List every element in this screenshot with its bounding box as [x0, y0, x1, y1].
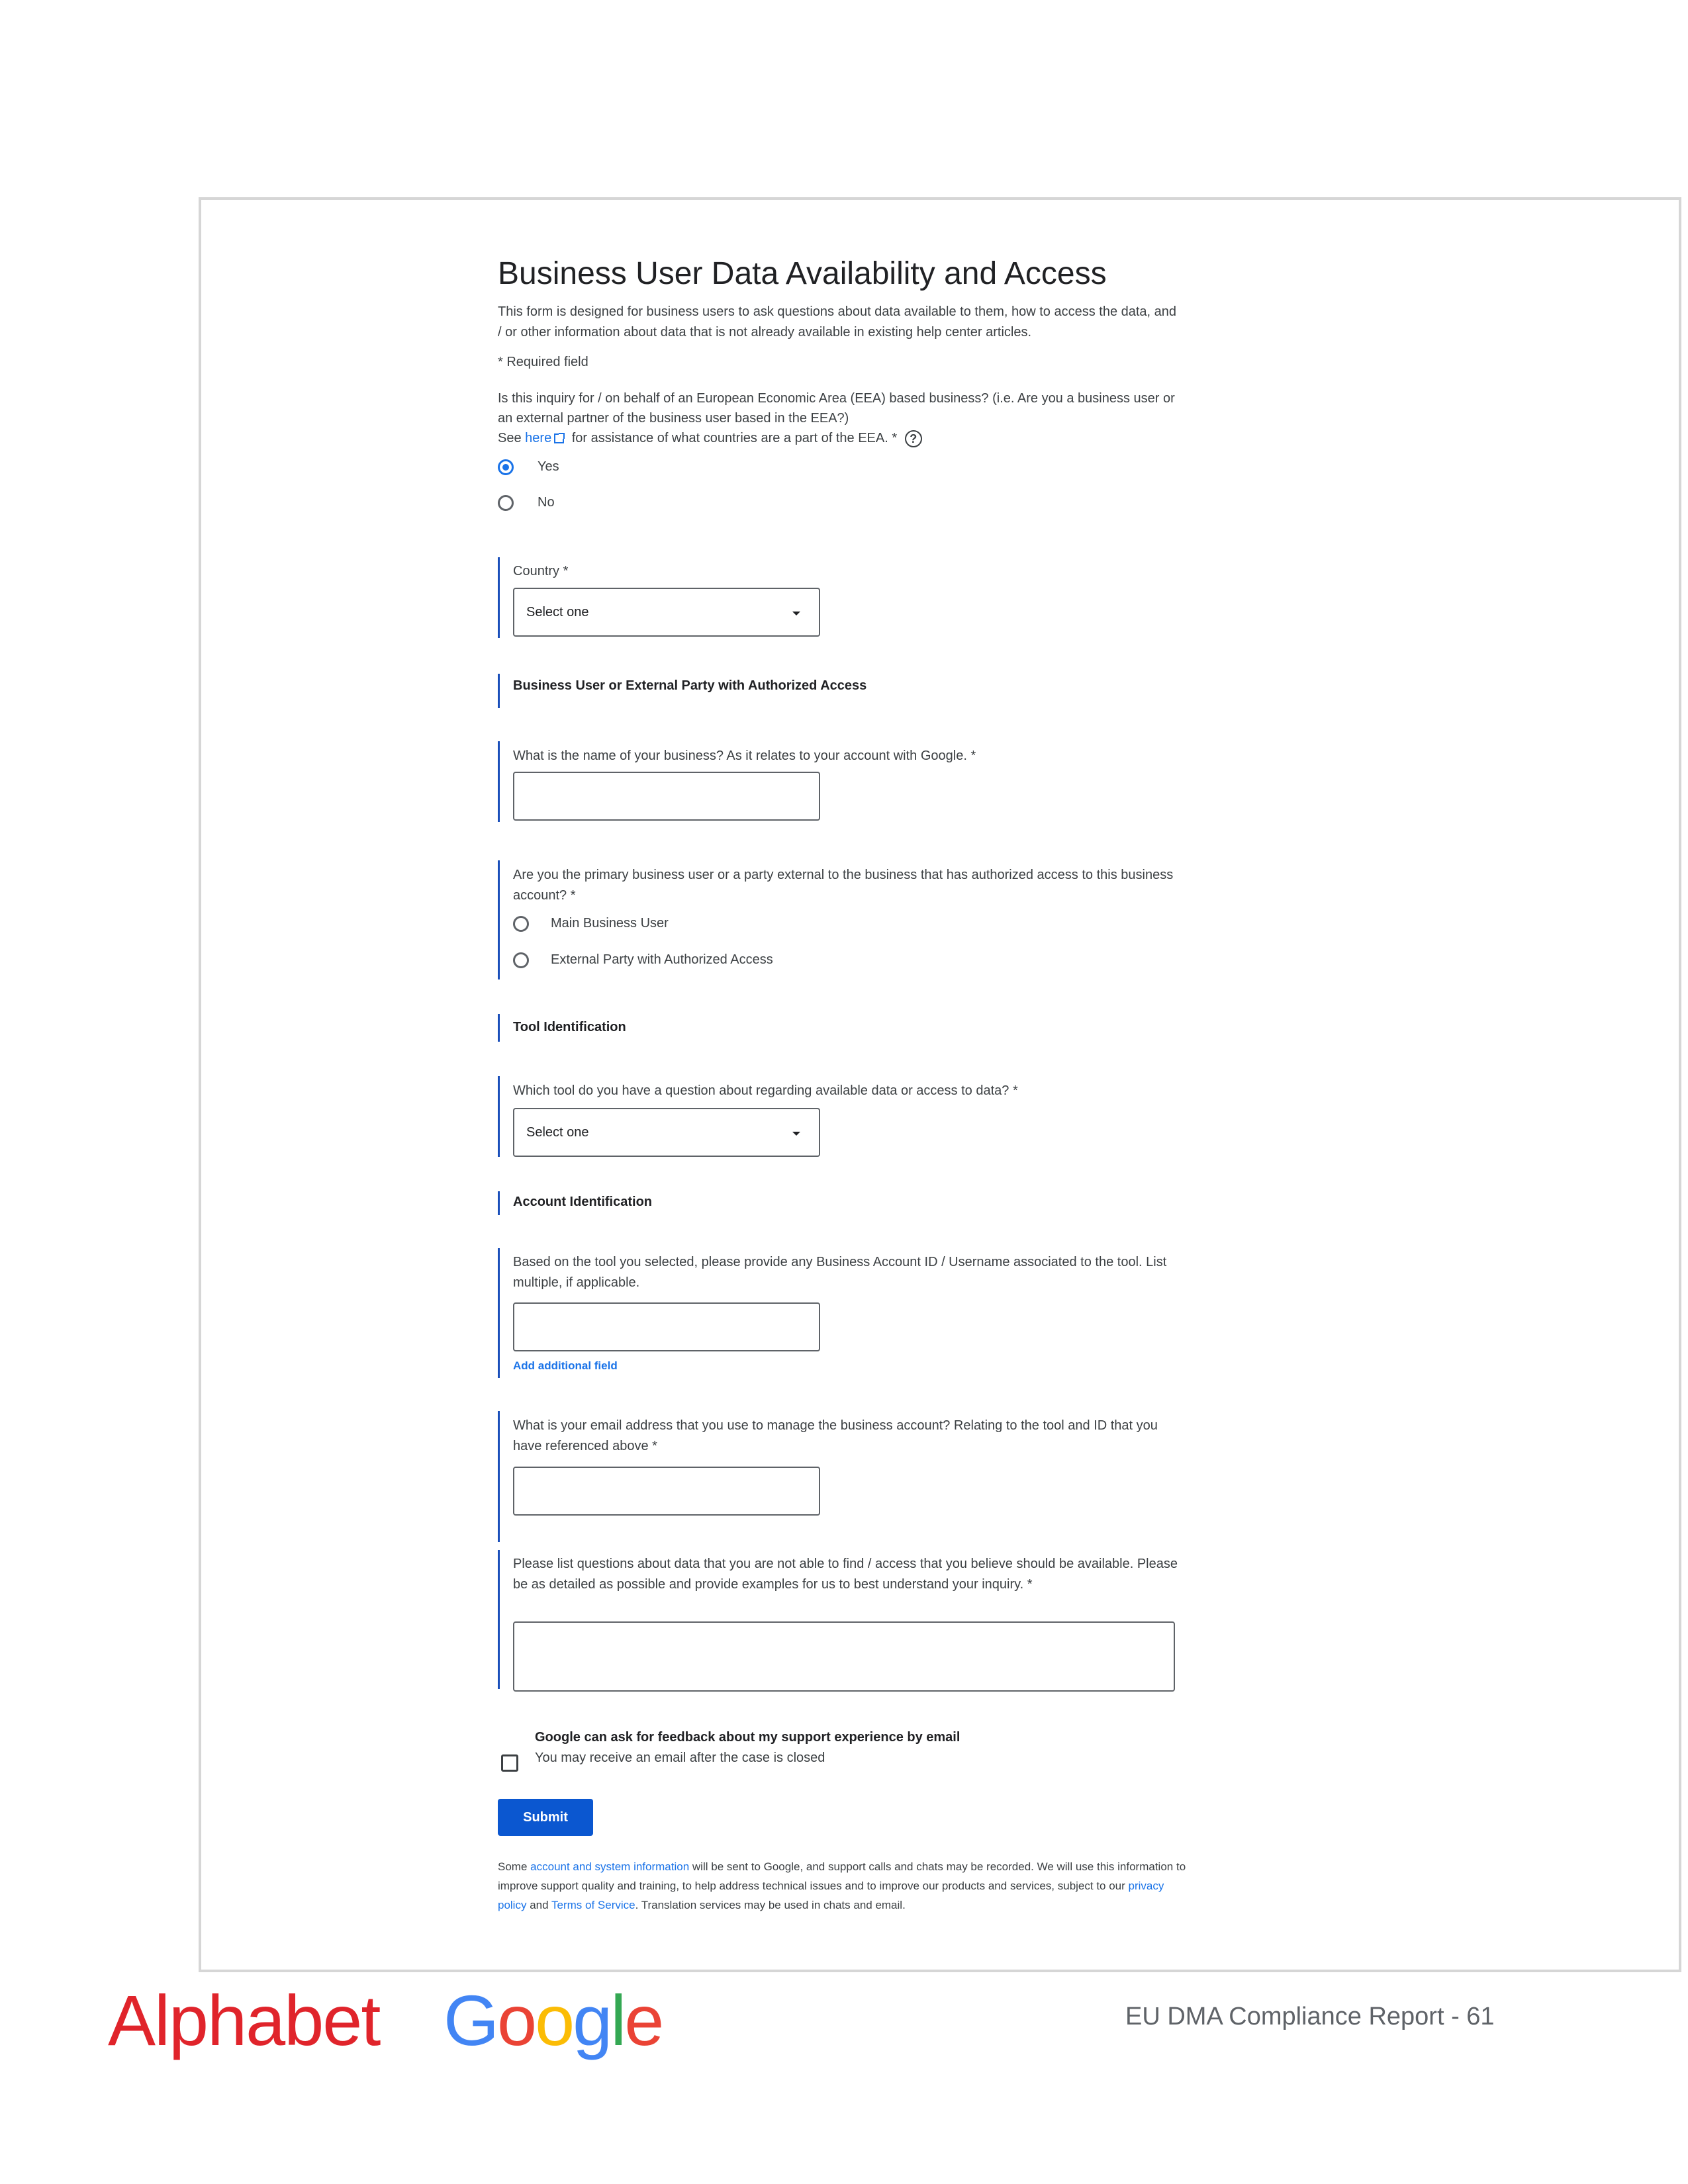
country-field-bar: [498, 557, 500, 638]
eea-question: [498, 388, 1186, 448]
account-id-bar: [498, 1248, 500, 1378]
questions-label: Please list questions about data that you are not able to find / access that you believe should be available. Please be as detailed as possible and provide examples for us to best understand your inquiry. *: [513, 1557, 1178, 1592]
account-id-input[interactable]: [513, 1302, 820, 1351]
section-tool-identification: Tool Identification: [513, 1020, 626, 1034]
tool-field-bar: [498, 1076, 500, 1157]
terms-of-service-link[interactable]: Terms of Service: [551, 1899, 635, 1911]
radio-no[interactable]: [498, 495, 514, 511]
dropdown-caret-icon: [792, 1132, 800, 1136]
radio-external-party-label: External Party with Authorized Access: [551, 952, 773, 967]
form-description: This form is designed for business users to ask questions about data available to them, how to access the data, and / or other information about data that is not already available in existing help center articles.: [498, 304, 1177, 340]
business-name-label: What is the name of your business? As it relates to your account with Google. *: [513, 749, 976, 763]
radio-external-party[interactable]: [513, 952, 529, 968]
eea-rest-text: for assistance of what countries are a part of the EEA. *: [571, 431, 898, 445]
google-logo: [444, 1979, 662, 2062]
external-link-icon: [554, 433, 564, 443]
business-name-bar: [498, 741, 500, 822]
footer-text-3: and: [530, 1899, 549, 1911]
radio-yes-label: Yes: [538, 459, 559, 474]
tool-select[interactable]: [513, 1108, 820, 1157]
eea-see-text: See: [498, 431, 522, 445]
help-icon[interactable]: ?: [905, 430, 922, 447]
business-section-bar: [498, 674, 500, 708]
section-account-identification: Account Identification: [513, 1195, 652, 1209]
submit-button[interactable]: Submit: [498, 1799, 593, 1836]
form-title: Business User Data Availability and Access: [498, 256, 1107, 291]
radio-yes[interactable]: [498, 459, 514, 475]
google-logo-letters: Google: [444, 1980, 663, 2060]
account-id-label: Based on the tool you selected, please provide any Business Account ID / Username associated to the tool. List multiple, if applicable.: [513, 1255, 1167, 1290]
questions-field-bar: [498, 1550, 500, 1689]
radio-main-business-user[interactable]: [513, 916, 529, 932]
privacy-policy-link[interactable]: privacy policy: [498, 1880, 1164, 1911]
tool-section-bar: [498, 1014, 500, 1042]
footer-text-2: will be sent to Google, and support calls and chats may be recorded. We will use this information to improve support quality and training, to help address technical issues and to improve our products and services, subject to our: [498, 1860, 1186, 1892]
business-name-input[interactable]: [513, 772, 820, 821]
add-additional-field-link[interactable]: Add additional field: [513, 1359, 618, 1372]
country-select[interactable]: [513, 588, 820, 637]
country-select-value: Select one: [526, 605, 589, 619]
privacy-footer-text: [498, 1857, 1186, 1915]
email-label: What is your email address that you use to manage the business account? Relating to the tool and ID that you have referenced above *: [513, 1418, 1158, 1453]
form-screenshot-frame: [199, 197, 1681, 1972]
alphabet-logo: Alphabet: [108, 1980, 380, 2060]
report-page-label: EU DMA Compliance Report - 61: [1125, 2003, 1495, 2030]
questions-textarea[interactable]: [513, 1621, 1175, 1692]
primary-user-bar: [498, 860, 500, 979]
tool-select-value: Select one: [526, 1125, 589, 1140]
feedback-title: Google can ask for feedback about my support experience by email: [535, 1730, 961, 1745]
eea-question-text: Is this inquiry for / on behalf of an European Economic Area (EEA) based business? (i.e. Are you a business user or an external partner of the business user based in the EEA?): [498, 391, 1175, 426]
tool-label: Which tool do you have a question about regarding available data or access to data? *: [513, 1083, 1018, 1098]
email-field-bar: [498, 1411, 500, 1542]
country-label: Country *: [513, 564, 569, 578]
radio-no-label: No: [538, 495, 555, 510]
account-system-info-link[interactable]: account and system information: [530, 1860, 690, 1873]
footer-text-1: Some: [498, 1860, 528, 1873]
primary-user-label: Are you the primary business user or a party external to the business that has authorized access to this business account? *: [513, 868, 1174, 903]
email-input[interactable]: [513, 1467, 820, 1516]
radio-main-business-user-label: Main Business User: [551, 916, 669, 931]
required-note: * Required field: [498, 355, 588, 369]
dropdown-caret-icon: [792, 612, 800, 615]
footer-text-4: . Translation services may be used in chats and email.: [635, 1899, 906, 1911]
section-business-user: Business User or External Party with Authorized Access: [513, 678, 867, 693]
eea-here-link[interactable]: here: [525, 431, 552, 445]
account-section-bar: [498, 1191, 500, 1215]
feedback-checkbox[interactable]: [501, 1754, 518, 1772]
feedback-subtitle: You may receive an email after the case is closed: [535, 1751, 825, 1765]
